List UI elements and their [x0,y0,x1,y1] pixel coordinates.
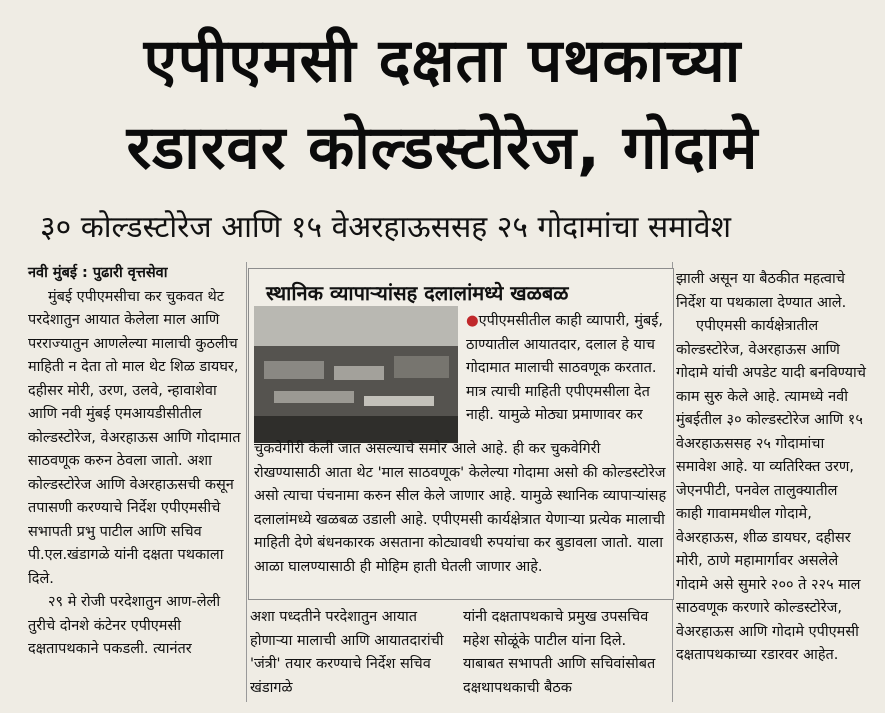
column1-paragraph-2: २९ मे रोजी परदेशातुन आण-लेली तुरीचे दोनशे कंटेनर एपीएमसी दक्षतापथकाने पकडली. त्यानंतर [28,594,221,657]
headline-line-1: एपीएमसी दक्षता पथकाच्या [143,26,742,96]
column4-paragraph-2: एपीएमसी कार्यक्षेत्रातील कोल्डस्टोरेज, वेअरहाऊस आणि गोदामे यांची अपडेट यादी बनविण्याचे काम सुरु केले आहे. त्यामध्ये नवी मुंबईतील ३० कोल्डस्टोरेज आणि १५ वेअरहाऊससह २५ गोदामांचा समावेश आहे. या व्यतिरिक्त उरण, जेएनपीटी, पनवेल तालुक्यातील काही गावाममधील गोदामे, वेअरहाऊस, शीळ डायघर, दहीसर मोरी, ठाणे महामार्गावर असलेले गोदामे असे सुमारे २०० ते २२५ माल साठवणूक करणारे कोल्डस्टोरेज, वेअरहाऊस आणि गोदामे एपीएमसी दक्षतापथकाच्या रडारवर आहेत. [676,318,867,663]
boxed-story-text-right: ●एपीएमसीतील काही व्यापारी, मुंबई, ठाण्यातील आयातदार, दलाल हे याच गोदामात मालाची साठवणूक करतात. मात्र त्याची माहिती एपीएमसीला देत नाही. यामुळे मोठ्या प्रमाणावर कर [466,313,664,423]
warehouse-photo [254,306,458,443]
boxed-story-title: स्थानिक व्यापाऱ्यांसह दलालांमध्ये खळबळ [266,281,569,305]
column1-paragraph-1: मुंबई एपीएमसीचा कर चुकवत थेट परदेशातुन आयात केलेला माल आणि परराज्यातुन आणलेल्या मालाची कुठलीच माहिती न देता तो माल थेट शिळ डायघर, दहीसर मोरी, उरण, उलवे, न्हावाशेवा आणि नवी मुंबई एमआयडीसीतील कोल्डस्टोरेज, वेअरहाऊस आणि गोदामात साठवणूक करुन ठेवला जातो. अशा कोल्डस्टोरेज आणि वेअरहाऊसची कसून तपासणी करण्याचे निर्देश एपीएमसीचे सभापती प्रभु पाटील आणि सचिव पी.एल.खंडागळे यांनी दक्षता पथकाला दिले. [28,288,241,587]
dateline: नवी मुंबई : पुढारी वृत्तसेवा [28,265,168,281]
article-column-3-bottom: यांनी दक्षतापथकाचे प्रमुख उपसचिव महेश सोळूंके पाटील यांना दिले. याबाबत सभापती आणि सचिवांसोबत दक्षथापथकाची बैठक [463,609,656,696]
bullet-icon: ● [466,313,479,329]
article-column-2-bottom: अशा पध्दतीने परदेशातुन आयात होणाऱ्या मालाची आणि आयातदारांची 'जंत्री' तयार करण्याचे निर्देश सचिव खंडागळे [250,609,444,696]
column4-paragraph-1: झाली असून या बैठकीत महत्वाचे निर्देश या पथकाला देण्यात आले. [676,271,847,311]
article-column-1 [28,262,243,662]
boxed-story-text-bottom: चुकवेगीरी केली जात असल्याचे समोर आले आहे. ही कर चुकवेगिरी रोखण्यासाठी आता थेट 'माल साठवणूक' केलेल्या गोदामा असो की कोल्डस्टोरेज असो त्याचा पंचनामा करुन सील केले जाणार आहे. यामुळे स्थानिक व्यापाऱ्यांसह दलालांमध्ये खळबळ उडाली आहे. एपीएमसी कार्यक्षेत्रात येणाऱ्या प्रत्येक मालाची माहिती देणे बंधनकारक असताना कोट्यावधी रुपयांचा कर बुडावला जातो. याला आळा घालण्यासाठी ही मोहिम हाती घेतली जाणार आहे. [254,441,667,575]
column-divider [246,262,247,702]
subheadline: ३० कोल्डस्टोरेज आणि १५ वेअरहाऊससह २५ गोदामांचा समावेश [40,210,731,245]
article-column-4 [676,268,866,668]
headline-line-2: रडारवर कोल्डस्टोरेज, गोदामे [126,113,759,183]
warehouse-photo-image [254,306,458,443]
